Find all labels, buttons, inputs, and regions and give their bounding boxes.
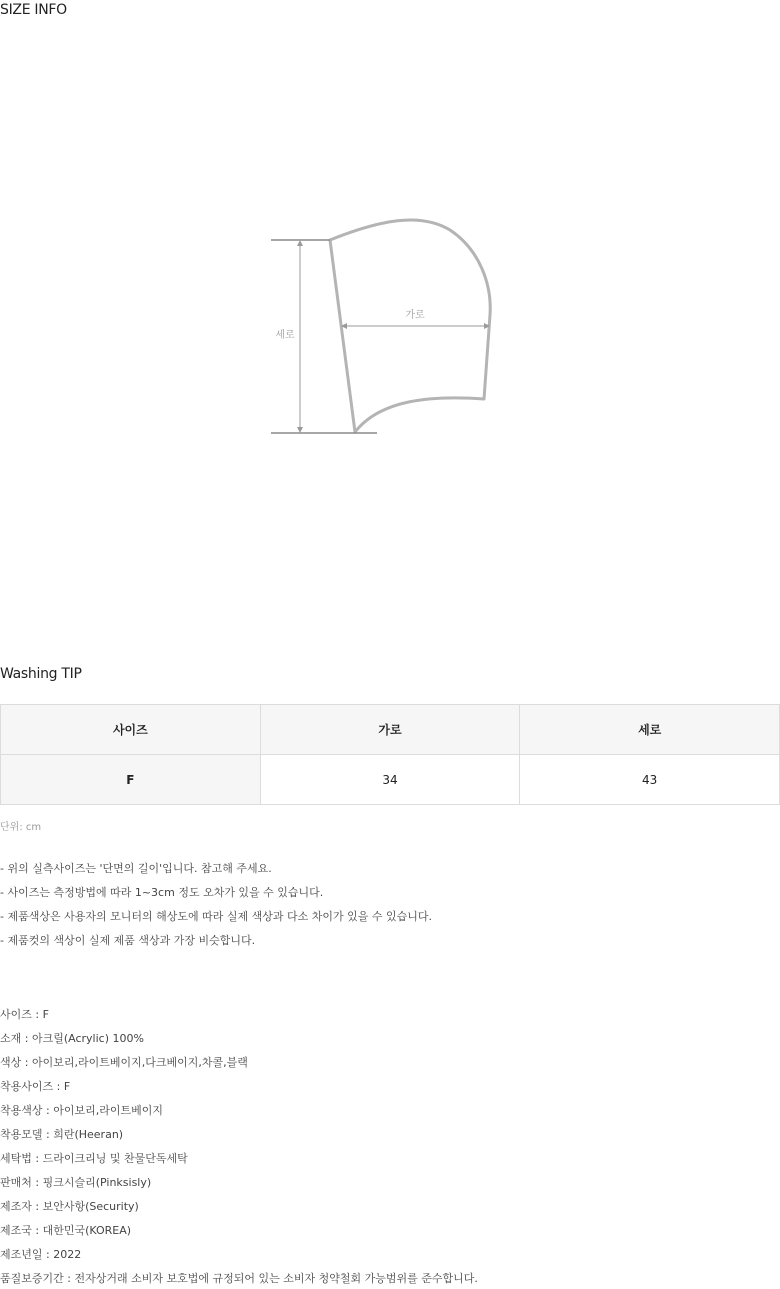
spec-item: 소재 : 아크릴(Acrylic) 100% xyxy=(0,1032,144,1045)
spec-item: 세탁법 : 드라이크리닝 및 찬물단독세탁 xyxy=(0,1152,188,1165)
width-label: 가로 xyxy=(405,310,425,321)
cell-size: F xyxy=(1,755,261,805)
notes-list xyxy=(0,857,432,953)
spec-item: 착용모델 : 희란(Heeran) xyxy=(0,1128,124,1141)
unit-note: 단위: cm xyxy=(0,822,42,833)
note-item: - 제품색상은 사용자의 모니터의 해상도에 따라 실제 색상과 다소 차이가 있을 수 있습니다. xyxy=(0,910,432,923)
header-height: 세로 xyxy=(520,705,780,755)
spec-item: 사이즈 : F xyxy=(0,1008,49,1021)
spec-item: 제조년일 : 2022 xyxy=(0,1248,82,1261)
product-specs-list xyxy=(0,1003,478,1289)
washing-tip-title: Washing TIP xyxy=(0,666,82,682)
spec-item: 제조국 : 대한민국(KOREA) xyxy=(0,1224,132,1237)
height-label: 세로 xyxy=(275,330,295,341)
cell-height: 43 xyxy=(520,755,780,805)
spec-item: 색상 : 아이보리,라이트베이지,다크베이지,차콜,블랙 xyxy=(0,1056,248,1069)
table-header-row xyxy=(1,705,780,755)
note-item: - 사이즈는 측정방법에 따라 1~3cm 정도 오차가 있을 수 있습니다. xyxy=(0,886,324,899)
table-row xyxy=(1,755,780,805)
header-size: 사이즈 xyxy=(1,705,261,755)
spec-item: 판매처 : 핑크시슬리(Pinksisly) xyxy=(0,1176,152,1189)
spec-item: 착용색상 : 아이보리,라이트베이지 xyxy=(0,1104,163,1117)
size-table xyxy=(0,704,780,805)
note-item: - 제품컷의 색상이 실제 제품 색상과 가장 비슷합니다. xyxy=(0,934,256,947)
size-diagram xyxy=(0,200,780,460)
spec-item: 품질보증기간 : 전자상거래 소비자 보호법에 규정되어 있는 소비자 청약철회 가능범위를 준수합니다. xyxy=(0,1272,478,1285)
cell-width: 34 xyxy=(260,755,520,805)
spec-item: 착용사이즈 : F xyxy=(0,1080,71,1093)
header-width: 가로 xyxy=(260,705,520,755)
spec-item: 제조자 : 보안사항(Security) xyxy=(0,1200,139,1213)
size-info-title: SIZE INFO xyxy=(0,2,67,18)
note-item: - 위의 실측사이즈는 '단면의 길이'입니다. 참고해 주세요. xyxy=(0,862,272,875)
